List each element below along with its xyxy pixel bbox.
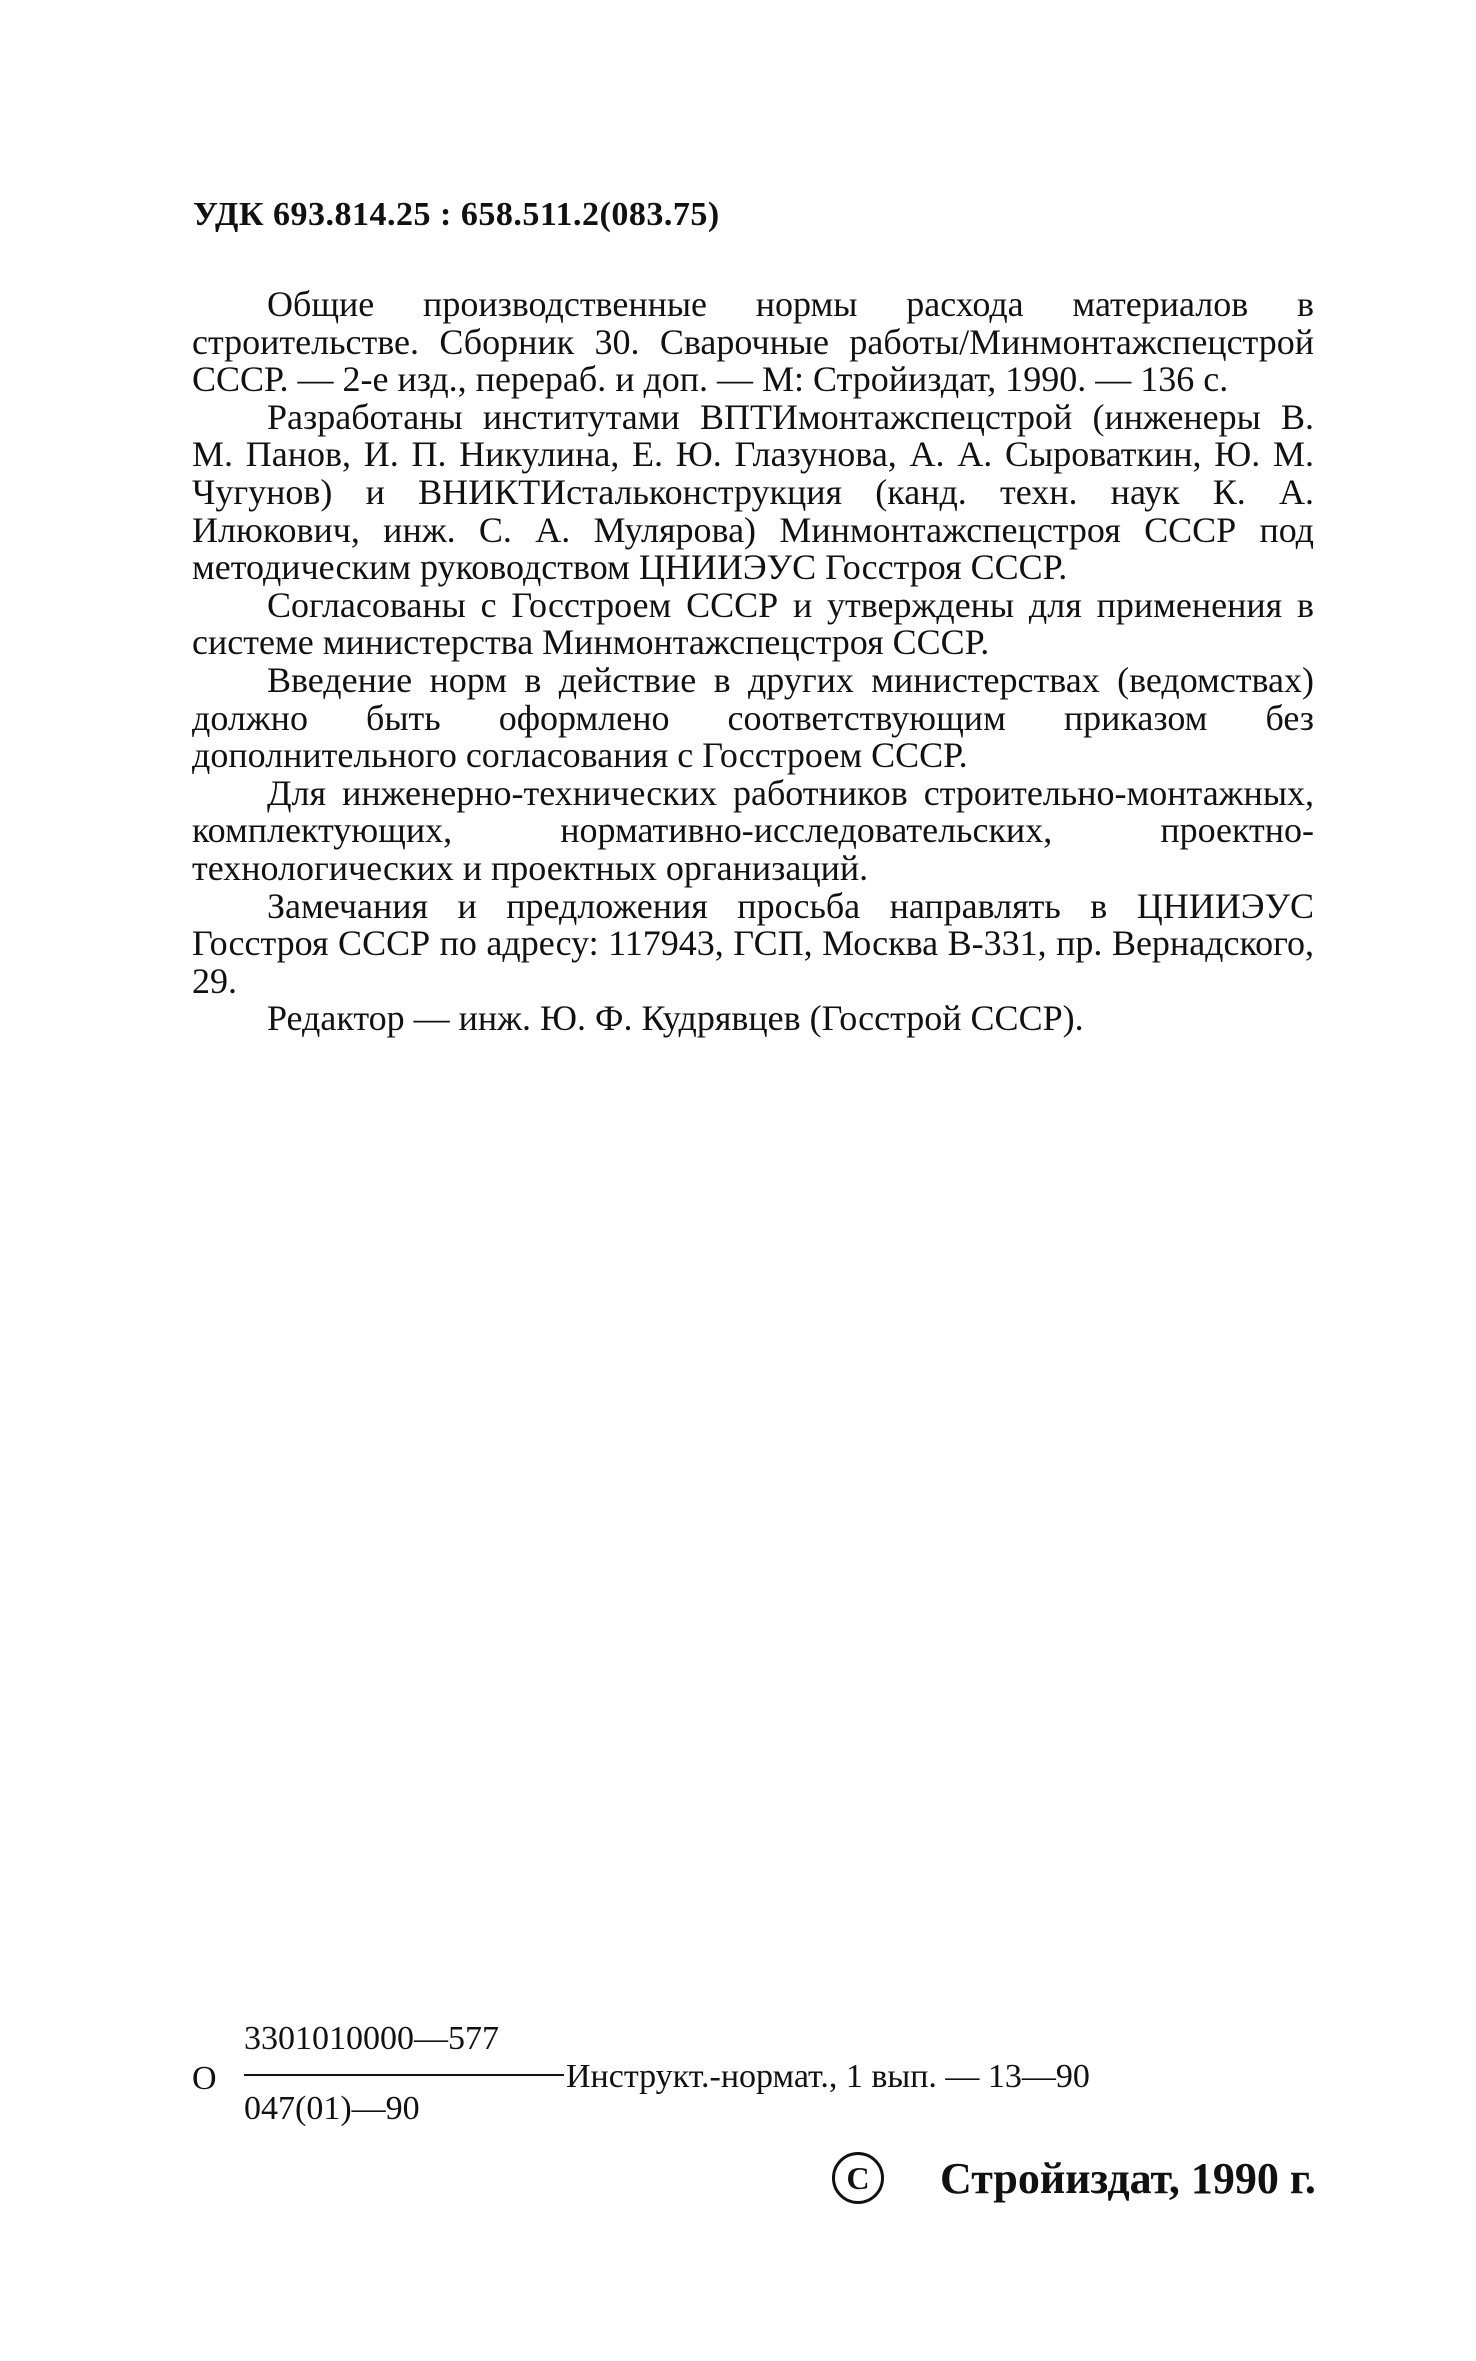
approval-paragraph: Согласованы с Госстроем СССР и утверждены для применения в системе министерства Минмонтажспецстроя СССР. (192, 584, 1314, 663)
udk-classification: УДК 693.814.25 : 658.511.2(083.75) (193, 196, 720, 233)
bibliographic-description: Общие производственные нормы расхода материалов в строительстве. Сборник 30. Сварочные работы/Минмонтажспецстрой СССР. — 2-е изд., перераб. и доп. — М: Стройиздат, 1990. — 136 с. (192, 284, 1314, 400)
imprint-code (192, 2020, 1322, 2140)
copyright-line (832, 2152, 1316, 2204)
copyright-icon: C (832, 2152, 884, 2204)
editor-line: Редактор — инж. Ю. Ф. Кудрявцев (Госстрой СССР). (267, 998, 1084, 1039)
annotation-block (192, 286, 1314, 1038)
imprint-denominator: 047(01)—90 (244, 2090, 420, 2127)
implementation-paragraph: Введение норм в действие в других министерствах (ведомствах) должно быть оформлено соответствующим приказом без дополнительного согласования с Госстроем СССР. (192, 659, 1314, 776)
fraction-line (244, 2074, 564, 2076)
imprint-prefix: О (192, 2060, 217, 2097)
audience-paragraph: Для инженерно-технических работников строительно-монтажных, комплектующих, нормативно-исследовательских, проектно-технологических и проектных организаций. (192, 772, 1314, 888)
developers-paragraph: Разработаны институтами ВПТИмонтажспецстрой (инженеры В. М. Панов, И. П. Никулина, Е. Ю. Глазунова, А. А. Сыроваткин, Ю. М. Чугунов) и ВНИКТИстальконструкция (канд. техн. наук К. А. Илюкович, инж. С. А. Мулярова) Минмонтажспецстроя СССР под методическим руководством ЦНИИЭУС Госстроя СССР. (192, 396, 1314, 588)
copyright-text: Стройиздат, 1990 г. (940, 2153, 1316, 2203)
imprint-numerator: 3301010000—577 (244, 2020, 499, 2057)
imprint-series: Инструкт.-нормат., 1 вып. — 13—90 (566, 2058, 1090, 2095)
feedback-paragraph: Замечания и предложения просьба направлять в ЦНИИЭУС Госстроя СССР по адресу: 117943, ГСП, Москва В-331, пр. Вернадского, 29. (192, 885, 1314, 1001)
